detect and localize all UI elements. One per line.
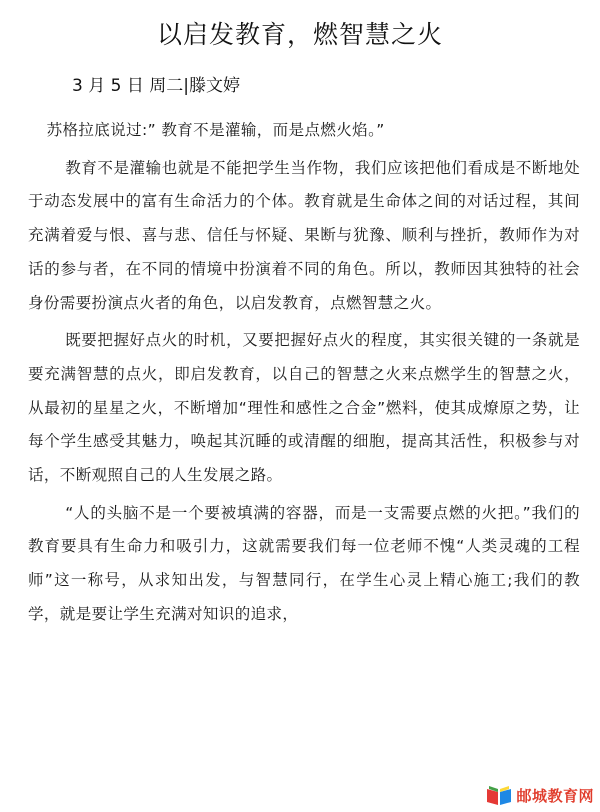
article-paragraph: 苏格拉底说过:” 教育不是灌输，而是点燃火焰。” — [46, 121, 385, 139]
article-paragraph: 既要把握好点火的时机，又要把握好点火的程度，其实很关键的一条就是要充满智慧的点火，即启发教育，以自己的智慧之火来点燃学生的智慧之火，从最初的星星之火，不断增加“理性和感性之合金”燃料，使其成燎原之势，让每个学生感受其魅力，唤起其沉睡的或清醒的细胞，提高其活性，积极参与对话，不断观照自己的人生发展之路。 — [28, 331, 580, 485]
watermark-text: 邮城教育网 — [516, 786, 594, 805]
book-logo-icon — [485, 783, 513, 807]
article-title: 以启发教育，燃智慧之火 — [156, 20, 443, 49]
article-paragraph: 教育不是灌输也就是不能把学生当作物，我们应该把他们看成是不断地处于动态发展中的富有生命活力的个体。教育就是生命体之间的对话过程，其间充满着爱与恨、喜与悲、信任与怀疑、果断与犹豫、顺利与挫折，教师作为对话的参与者，在不同的情境中扮演着不同的角色。所以，教师因其独特的社会身份需要扮演点火者的角色，以启发教育，点燃智慧之火。 — [28, 158, 580, 312]
article-paragraph: “人的头脑不是一个要被填满的容器，而是一支需要点燃的火把。”我们的教育要具有生命力和吸引力，这就需要我们每一位老师不愧“人类灵魂的工程师”这一称号，从求知出发，与智慧同行，在学生心灵上精心施工;我们的教学，就是要让学生充满对知识的追求， — [28, 503, 580, 623]
article-body — [28, 114, 580, 636]
site-watermark — [485, 782, 594, 808]
article-dateline: 3 月 5 日 周二|滕文婷 — [72, 76, 240, 96]
